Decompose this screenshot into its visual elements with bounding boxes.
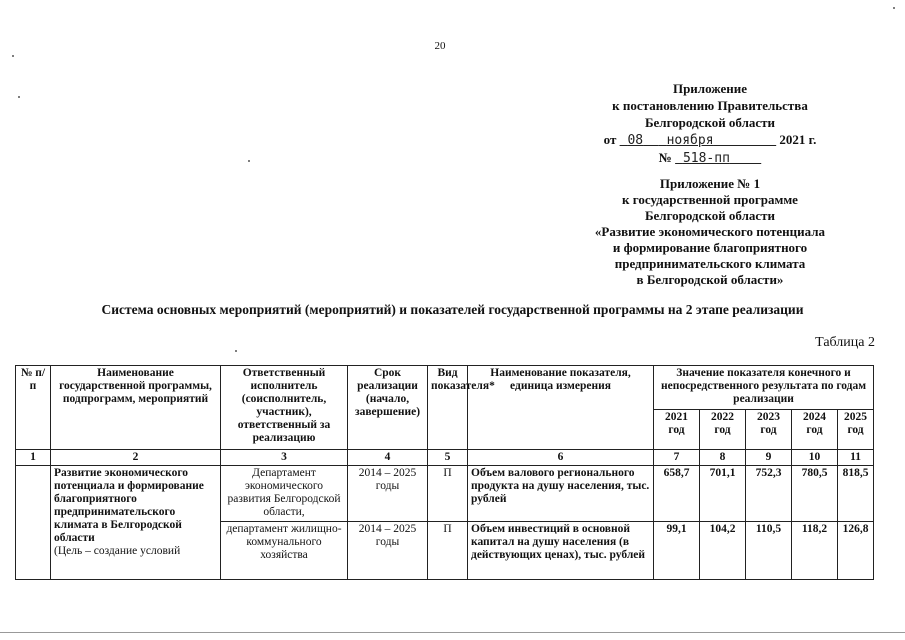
column-number: 8 <box>700 450 746 466</box>
term-cell: 2014 – 2025 годы <box>348 466 428 522</box>
column-number: 11 <box>838 450 874 466</box>
indicator-type-cell: П <box>428 466 468 522</box>
program-appendix-line: и формирование благоприятного <box>612 240 808 255</box>
column-number: 3 <box>221 450 348 466</box>
program-name-cell <box>51 466 221 580</box>
value-cell: 118,2 <box>792 522 838 580</box>
column-number: 10 <box>792 450 838 466</box>
header-year: 2023 год <box>746 410 792 450</box>
value-cell: 818,5 <box>838 466 874 522</box>
value-cell: 110,5 <box>746 522 792 580</box>
column-number: 5 <box>428 450 468 466</box>
decree-appendix-line: к постановлению Правительства <box>612 98 808 113</box>
decree-appendix-region: Белгородской области <box>644 115 776 130</box>
value-cell: 701,1 <box>700 466 746 522</box>
column-number: 1 <box>16 450 51 466</box>
header-indicator-type: Вид показателя* <box>428 366 468 450</box>
column-number: 4 <box>348 450 428 466</box>
column-number: 7 <box>654 450 700 466</box>
header-year: 2025 год <box>838 410 874 450</box>
value-cell: 658,7 <box>654 466 700 522</box>
header-executor: Ответственный исполнитель (соисполнитель, участник), ответственный за реализацию <box>221 366 348 450</box>
header-year: 2021 год <box>654 410 700 450</box>
indicator-type-cell: П <box>428 522 468 580</box>
value-cell: 780,5 <box>792 466 838 522</box>
header-term: Срок реализации (начало, завершение) <box>348 366 428 450</box>
program-goal: (Цель – создание условий <box>54 545 181 557</box>
decree-number-line <box>560 149 860 167</box>
decree-date-line <box>560 131 860 149</box>
program-appendix-title: Приложение № 1 <box>659 176 761 191</box>
program-appendix-line: Белгородской области <box>644 208 776 223</box>
program-name: Развитие экономического потенциала и формирование благоприятного предпринимательского климата в Белгородской области <box>54 467 204 544</box>
column-number: 6 <box>468 450 654 466</box>
column-number: 9 <box>746 450 792 466</box>
number-prefix: № <box>658 150 672 165</box>
program-appendix-block <box>560 176 860 288</box>
header-program-name: Наименование государственной программы, подпрограмм, мероприятий <box>51 366 221 450</box>
date-day: 08 <box>627 133 644 148</box>
value-cell: 99,1 <box>654 522 700 580</box>
header-row <box>16 366 874 410</box>
indicators-table <box>15 365 874 580</box>
column-number: 2 <box>51 450 221 466</box>
scan-speck <box>248 160 250 162</box>
scan-speck <box>235 350 237 352</box>
value-cell: 126,8 <box>838 522 874 580</box>
indicator-name-cell: Объем инвестиций в основной капитал на душу населения (в действующих ценах), тыс. рублей <box>468 522 654 580</box>
program-appendix-line: в Белгородской области» <box>636 272 784 287</box>
header-number: № п/п <box>16 366 51 450</box>
executor-cell: департамент жилищно-коммунального хозяйства <box>221 522 348 580</box>
header-values-group: Значение показателя конечного и непосредственного результата по годам реализации <box>654 366 874 410</box>
header-indicator-name: Наименование показателя, единица измерения <box>468 366 654 450</box>
page-number: 20 <box>434 40 446 52</box>
decree-appendix-block <box>560 80 860 167</box>
header-year: 2024 год <box>792 410 838 450</box>
value-cell: 104,2 <box>700 522 746 580</box>
indicator-name-cell: Объем валового регионального продукта на душу населения, тыс. рублей <box>468 466 654 522</box>
decree-number: 518-пп <box>682 151 730 166</box>
term-cell: 2014 – 2025 годы <box>348 522 428 580</box>
program-appendix-line: «Развитие экономического потенциала <box>594 224 826 239</box>
executor-cell: Департамент экономического развития Белгородской области, <box>221 466 348 522</box>
scan-edge-line <box>0 632 905 633</box>
program-appendix-line: предпринимательского климата <box>614 256 806 271</box>
table-row <box>16 466 874 522</box>
table-label: Таблица 2 <box>815 335 875 350</box>
column-number-row <box>16 450 874 466</box>
document-title: Система основных мероприятий (мероприятий) и показателей государственной программы на 2 этапе реализации <box>101 302 804 317</box>
header-year: 2022 год <box>700 410 746 450</box>
date-prefix: от <box>603 132 617 147</box>
program-appendix-line: к государственной программе <box>622 192 798 207</box>
value-cell: 752,3 <box>746 466 792 522</box>
scan-speck <box>18 96 20 98</box>
decree-appendix-title: Приложение <box>672 81 748 96</box>
date-year: 2021 г. <box>779 132 817 147</box>
scan-speck <box>12 55 14 57</box>
scan-speck <box>893 7 895 9</box>
row-number-cell <box>16 466 51 580</box>
date-month: ноября <box>666 133 714 148</box>
